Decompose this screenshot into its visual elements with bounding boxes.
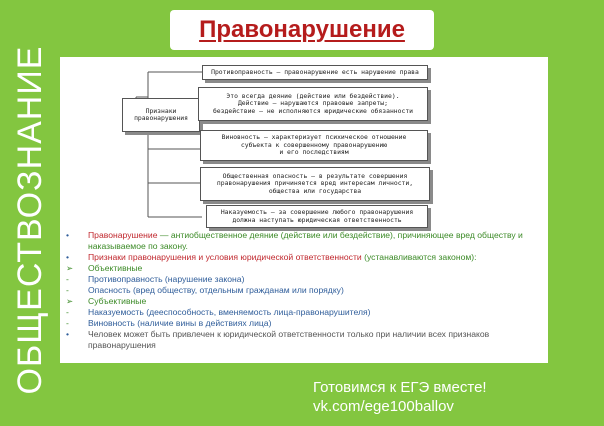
bullet-text-part: Опасность (вред обществу, отдельным гражданам или порядку) (88, 285, 344, 295)
bullet-item (64, 230, 548, 252)
diagram-box-danger: Общественная опасность – в результате совершения правонарушения причиняется вред интересам личности, общества или государства (200, 167, 430, 201)
bullet-marker: - (66, 285, 69, 295)
bullet-marker: - (66, 274, 69, 284)
diagram-root-box: Признаки правонарушения (122, 98, 200, 132)
footer-text (313, 378, 487, 416)
diagram-box-punishability: Наказуемость – за совершение любого правонарушения должна наступать юридическая ответственность (206, 205, 428, 228)
diagram-box-unlawfulness: Противоправность – правонарушение есть нарушение права (202, 65, 428, 80)
bullet-item (64, 318, 548, 329)
bullet-item (64, 274, 548, 285)
bullet-item (64, 307, 548, 318)
diagram-box-guilt: Виновность – характеризует психическое отношение субъекта к совершенному правонарушению и его последствиям (200, 130, 428, 161)
bullet-text-part: Противоправность (нарушение закона) (88, 274, 245, 284)
bullet-text-part: Объективные (88, 263, 143, 273)
bullet-text (88, 329, 548, 351)
footer-link[interactable]: vk.com/ege100ballov (313, 398, 454, 415)
bullet-text (88, 296, 548, 307)
bullet-text-part: (устанавливаются законом): (361, 252, 477, 262)
bullet-marker: - (66, 307, 69, 317)
bullet-marker: • (66, 329, 70, 339)
bullet-text (88, 230, 548, 252)
bullet-text-part: Правонарушение (88, 230, 158, 240)
bullet-text-part: Наказуемость (дееспособность, вменяемость лица-правонарушителя) (88, 307, 371, 317)
bullet-marker: ➢ (66, 296, 74, 306)
vertical-subject-title: ОБЩЕСТВОЗНАНИЕ (11, 45, 49, 395)
bullet-text-part: — антиобщественное деяние (действие или бездействие), причиняющее вред обществу и наказываемое по закону. (88, 230, 523, 251)
page-title: Правонарушение (170, 10, 434, 50)
bullet-text-part: Признаки правонарушения и условия юридической ответственности (88, 252, 362, 262)
footer-slogan: Готовимся к ЕГЭ вместе! (313, 379, 487, 396)
bullet-marker: • (66, 252, 70, 262)
bullet-text-part: Субъективные (88, 296, 147, 306)
bullet-marker: • (66, 230, 70, 240)
bullet-text (88, 263, 548, 274)
content-card (60, 57, 548, 363)
bullet-list (64, 230, 548, 351)
bullet-item (64, 329, 548, 351)
bullet-text (88, 318, 548, 329)
bullet-item (64, 252, 548, 263)
bullet-text (88, 307, 548, 318)
bullet-marker: ➢ (66, 263, 74, 273)
bullet-item (64, 263, 548, 274)
bullet-item (64, 285, 548, 296)
bullet-text (88, 285, 548, 296)
bullet-item (64, 296, 548, 307)
bullet-text (88, 252, 548, 263)
bullet-marker: - (66, 318, 69, 328)
bullet-text-part: Человек может быть привлечен к юридической ответственности только при наличии всех признаков правонарушения (88, 329, 490, 350)
bullet-text (88, 274, 548, 285)
bullet-text-part: Виновность (наличие вины в действиях лица) (88, 318, 272, 328)
diagram-box-act: Это всегда деяние (действие или бездействие). Действие – нарушаются правовые запреты; бездействие – не исполняются юридические обязанности (198, 87, 428, 121)
